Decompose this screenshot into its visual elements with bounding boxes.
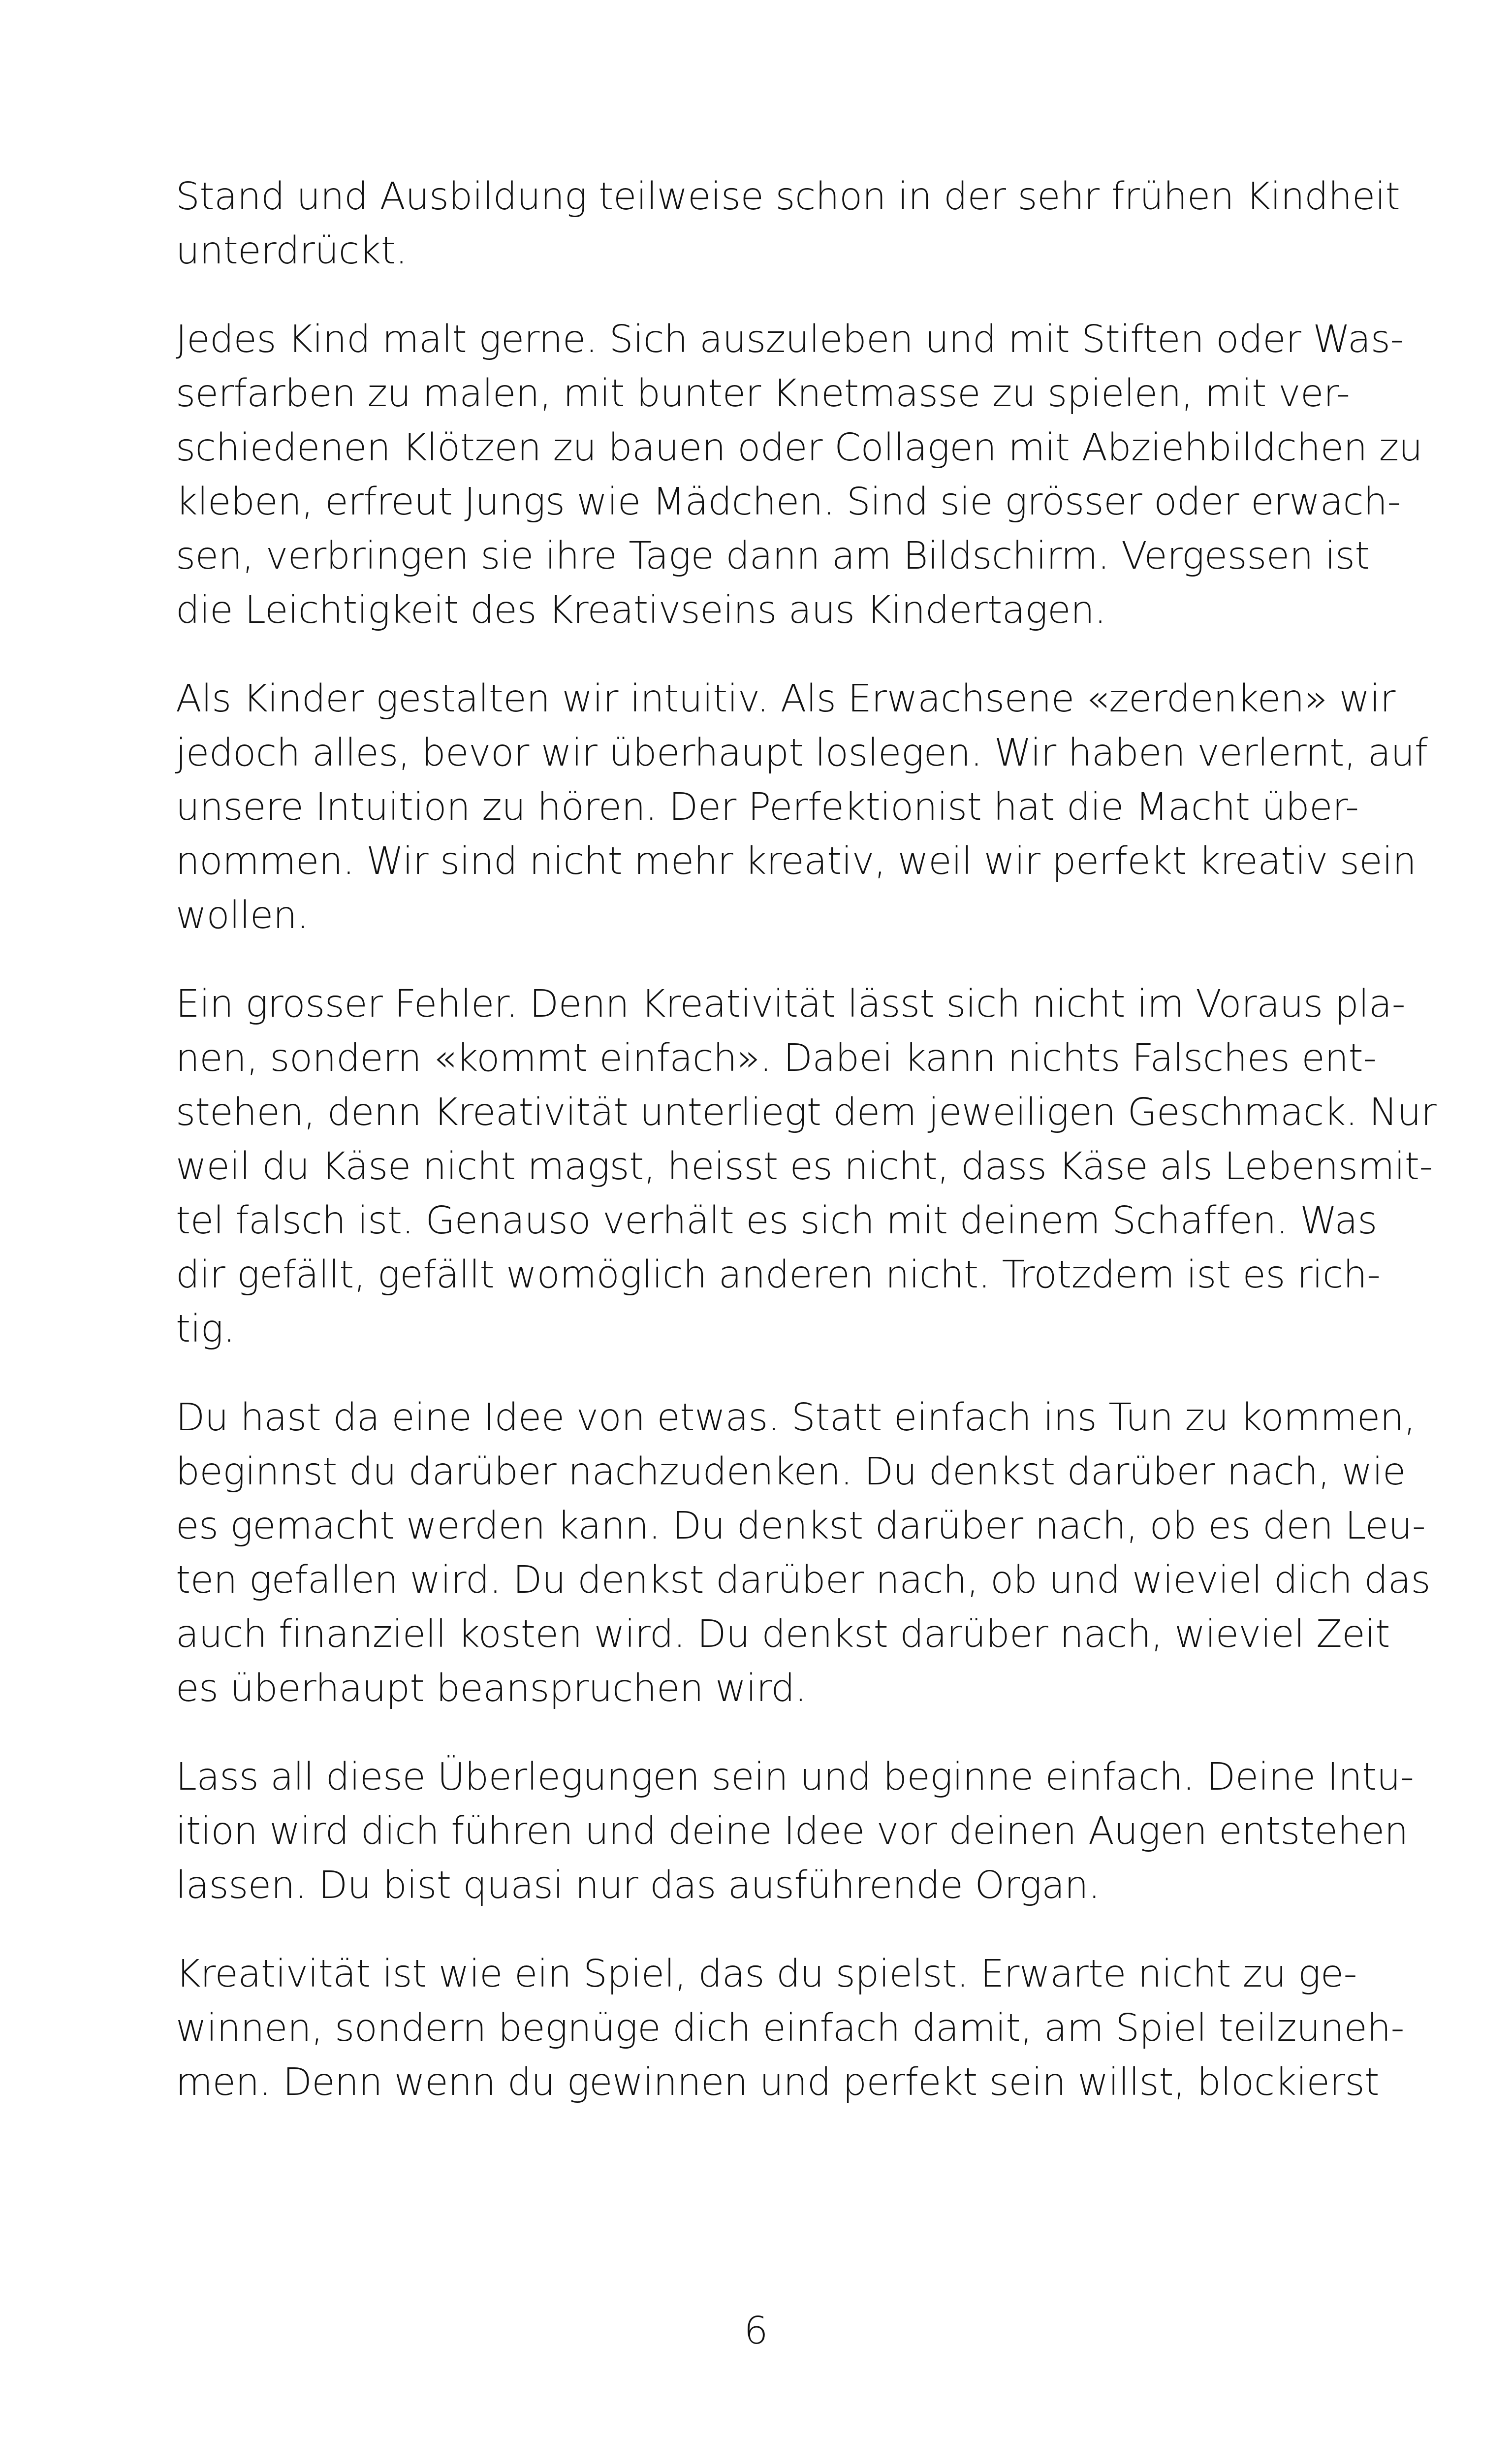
text-line: Lass all diese Überlegungen sein und beginne einfach. Deine Intu- bbox=[176, 1755, 1414, 1799]
text-line: kleben, erfreut Jungs wie Mädchen. Sind sie grösser oder erwach- bbox=[176, 480, 1401, 524]
text-line: ten gefallen wird. Du denkst darüber nach, ob und wieviel dich das bbox=[176, 1558, 1431, 1602]
text-line: Stand und Ausbildung teilweise schon in der sehr frühen Kindheit bbox=[176, 175, 1400, 219]
text-line: weil du Käse nicht magst, heisst es nicht, dass Käse als Lebensmit- bbox=[176, 1145, 1433, 1189]
text-line: es gemacht werden kann. Du denkst darüber nach, ob es den Leu- bbox=[176, 1504, 1426, 1548]
text-line: lassen. Du bist quasi nur das ausführende Organ. bbox=[176, 1864, 1101, 1907]
paragraph bbox=[176, 672, 1428, 943]
paragraph bbox=[176, 1947, 1404, 2110]
text-line: tel falsch ist. Genauso verhält es sich mit deinem Schaffen. Was bbox=[176, 1199, 1377, 1243]
text-line: unterdrückt. bbox=[176, 229, 408, 273]
text-line: die Leichtigkeit des Kreativseins aus Kindertagen. bbox=[176, 588, 1106, 632]
text-line: serfarben zu malen, mit bunter Knetmasse zu spielen, mit ver- bbox=[176, 372, 1350, 416]
body-text bbox=[176, 170, 1437, 2144]
text-line: es überhaupt beanspruchen wird. bbox=[176, 1667, 807, 1710]
text-line: tig. bbox=[176, 1307, 235, 1351]
text-line: jedoch alles, bevor wir überhaupt loslegen. Wir haben verlernt, auf bbox=[176, 731, 1428, 775]
text-line: auch finanziell kosten wird. Du denkst darüber nach, wieviel Zeit bbox=[176, 1612, 1390, 1656]
text-line: stehen, denn Kreativität unterliegt dem jeweiligen Geschmack. Nur bbox=[176, 1091, 1437, 1134]
text-line: Du hast da eine Idee von etwas. Statt einfach ins Tun zu kommen, bbox=[176, 1396, 1416, 1440]
page-number: 6 bbox=[744, 2309, 768, 2353]
text-line: Jedes Kind malt gerne. Sich auszuleben und mit Stiften oder Was- bbox=[176, 318, 1404, 361]
text-line: wollen. bbox=[176, 894, 309, 937]
text-line: dir gefällt, gefällt womöglich anderen nicht. Trotzdem ist es rich- bbox=[176, 1253, 1381, 1297]
text-line: Ein grosser Fehler. Denn Kreativität lässt sich nicht im Voraus pla- bbox=[176, 982, 1406, 1026]
text-line: sen, verbringen sie ihre Tage dann am Bildschirm. Vergessen ist bbox=[176, 534, 1370, 578]
text-line: nen, sondern «kommt einfach». Dabei kann nichts Falsches ent- bbox=[176, 1036, 1377, 1080]
text-line: men. Denn wenn du gewinnen und perfekt sein willst, blockierst bbox=[176, 2060, 1379, 2104]
paragraph bbox=[176, 977, 1437, 1356]
paragraph bbox=[176, 1391, 1431, 1716]
text-line: schiedenen Klötzen zu bauen oder Collagen mit Abziehbildchen zu bbox=[176, 426, 1423, 470]
text-line: ition wird dich führen und deine Idee vor deinen Augen entstehen bbox=[176, 1809, 1408, 1853]
text-line: beginnst du darüber nachzudenken. Du denkst darüber nach, wie bbox=[176, 1450, 1406, 1494]
text-line: winnen, sondern begnüge dich einfach damit, am Spiel teilzuneh- bbox=[176, 2006, 1404, 2050]
text-line: nommen. Wir sind nicht mehr kreativ, weil wir perfekt kreativ sein bbox=[176, 839, 1417, 883]
text-line: unsere Intuition zu hören. Der Perfektionist hat die Macht über- bbox=[176, 785, 1359, 829]
paragraph bbox=[176, 1750, 1414, 1913]
text-line: Als Kinder gestalten wir intuitiv. Als Erwachsene «zerdenken» wir bbox=[176, 677, 1396, 721]
paragraph bbox=[176, 313, 1423, 638]
paragraph bbox=[176, 170, 1400, 278]
text-line: Kreativität ist wie ein Spiel, das du spielst. Erwarte nicht zu ge- bbox=[176, 1952, 1357, 1996]
